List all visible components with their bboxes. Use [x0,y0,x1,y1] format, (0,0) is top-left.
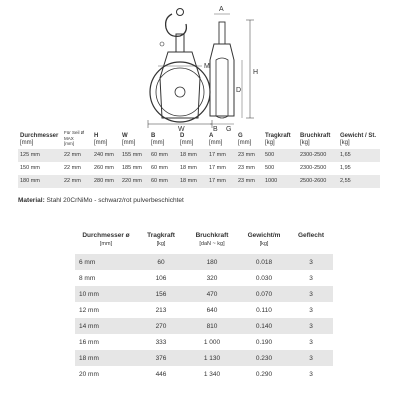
table-cell: 333 [155,338,167,346]
table-row [75,254,333,270]
spec-header: B [mm] [151,132,165,146]
table-cell: 18 mm [180,165,197,171]
table-cell: 1,95 [340,165,351,171]
table-row [75,350,333,366]
table-cell: 12 mm [79,306,99,314]
table-row [75,318,333,334]
table-cell: 220 mm [120,175,149,188]
table-row [75,366,333,382]
rope-table-header-row [75,232,333,254]
table-cell: 60 mm [149,149,178,162]
material-note [18,197,184,204]
table-cell: 3 [309,370,313,378]
table-cell: 1000 [263,175,298,188]
swivel-eye [177,9,184,16]
table-cell: 0.018 [239,254,289,270]
table-cell: 17 mm [207,175,236,188]
sheave-inner [156,68,204,116]
table-cell: 376 [137,350,185,366]
table-cell: 185 mm [122,165,142,171]
table-cell: 500 [263,149,298,162]
table-cell: 446 [155,370,167,378]
table-cell: 3 [309,306,313,314]
table-cell: 270 [137,318,185,334]
table-cell: 810 [185,318,239,334]
table-cell: 260 mm [94,165,114,171]
side-sheave [216,58,228,118]
table-cell: 470 [185,286,239,302]
spec-header: Tragkraft [kg] [265,132,291,146]
table-cell: 280 mm [92,175,120,188]
dim-label-w: W [178,126,185,132]
table-cell: 125 mm [18,149,62,162]
table-cell: 23 mm [236,149,263,162]
table-row [75,334,333,350]
spec-header: W [mm] [122,132,136,146]
rope-header: Tragkraft [kg] [147,232,175,247]
table-cell: 3 [289,318,333,334]
table-cell: 23 mm [238,165,255,171]
spec-header: D [mm] [180,132,194,146]
pulley-spec-table [18,130,380,188]
rope-header: Gewicht/m [kg] [247,232,281,247]
rope-header: Geflecht [297,232,324,239]
table-cell: 17 mm [207,149,236,162]
spec-header: A [mm] [209,132,223,146]
table-cell: 6 mm [75,254,137,270]
rope-header: Bruchkraft [daN ~ kg] [195,232,229,247]
table-cell: 16 mm [79,338,99,346]
dim-label-b: B [213,126,218,132]
table-cell: 18 mm [178,175,207,188]
table-row [75,286,333,302]
table-cell: 0.230 [239,350,289,366]
spec-header: G [mm] [238,132,252,146]
table-cell: 0.190 [255,338,273,346]
side-frame [210,44,234,116]
table-cell: 320 [206,274,218,282]
table-cell: 8 mm [79,274,96,282]
table-cell: 14 mm [75,318,137,334]
dim-label-a: A [219,6,224,13]
table-cell: 3 [309,274,313,282]
table-row [18,175,380,188]
table-cell: 180 [185,254,239,270]
dim-label-h: H [253,69,259,76]
table-cell: 60 mm [149,175,178,188]
table-cell: 0.030 [255,274,273,282]
sheave-outer [150,62,210,122]
table-row [75,270,333,286]
sheave-hub [175,87,185,97]
rope-spec-table [75,232,333,382]
spec-header: Für Seil Ø MAX [mm] [64,130,85,146]
pulley-technical-drawing [0,0,400,132]
table-cell: 150 mm [20,165,40,171]
table-cell: 22 mm [64,165,81,171]
table-cell: 500 [265,165,275,171]
table-cell: 1,65 [338,149,380,162]
table-row [75,302,333,318]
table-cell: 0.110 [256,306,272,314]
table-cell: 20 mm [79,370,99,378]
table-cell: 3 [309,338,313,346]
table-cell: 2300-2500 [300,165,327,171]
table-cell: 3 [289,350,333,366]
table-cell: 18 mm [75,350,137,366]
spec-table-header-row [18,130,380,149]
table-cell: 180 mm [18,175,62,188]
table-row [18,149,380,162]
material-text: Stahl 20CrNiMo - schwarz/rot pulverbeschichtet [46,197,184,204]
dim-label-m: M [204,63,210,70]
table-cell: 22 mm [62,175,92,188]
side-swivel [219,22,225,44]
table-cell: 23 mm [236,175,263,188]
dim-label-g: G [226,126,232,132]
table-cell: 0.070 [239,286,289,302]
spec-header: H [mm] [94,132,108,146]
table-cell: 22 mm [62,149,92,162]
table-cell: 2,55 [338,175,380,188]
spec-header: Gewicht / St. [kg] [340,132,377,146]
table-cell: 18 mm [178,149,207,162]
rope-header: Durchmesser ø [mm] [82,232,130,247]
table-cell: 1 000 [203,338,221,346]
material-label: Material: [18,197,45,204]
table-cell: 1 340 [203,370,221,378]
table-row [18,162,380,175]
table-cell: 3 [289,286,333,302]
table-cell: 213 [155,306,167,314]
table-cell: 60 [137,254,185,270]
table-cell: 640 [206,306,218,314]
table-cell: 1 130 [185,350,239,366]
table-cell: 60 mm [151,165,168,171]
table-cell: 2500-2600 [298,175,338,188]
table-cell: 0.140 [239,318,289,334]
spec-header: Durchmesser [mm] [20,132,59,146]
table-cell: 3 [289,254,333,270]
table-cell: 106 [155,274,167,282]
hook-outline [166,14,187,36]
table-cell: 0.290 [255,370,273,378]
table-cell: 10 mm [75,286,137,302]
table-cell: 240 mm [92,149,120,162]
spec-header: Bruchkraft [kg] [300,132,331,146]
table-cell: 17 mm [209,165,226,171]
table-cell: 156 [137,286,185,302]
table-cell: 155 mm [120,149,149,162]
table-cell: 2300-2500 [298,149,338,162]
dim-label-d: D [236,87,242,94]
